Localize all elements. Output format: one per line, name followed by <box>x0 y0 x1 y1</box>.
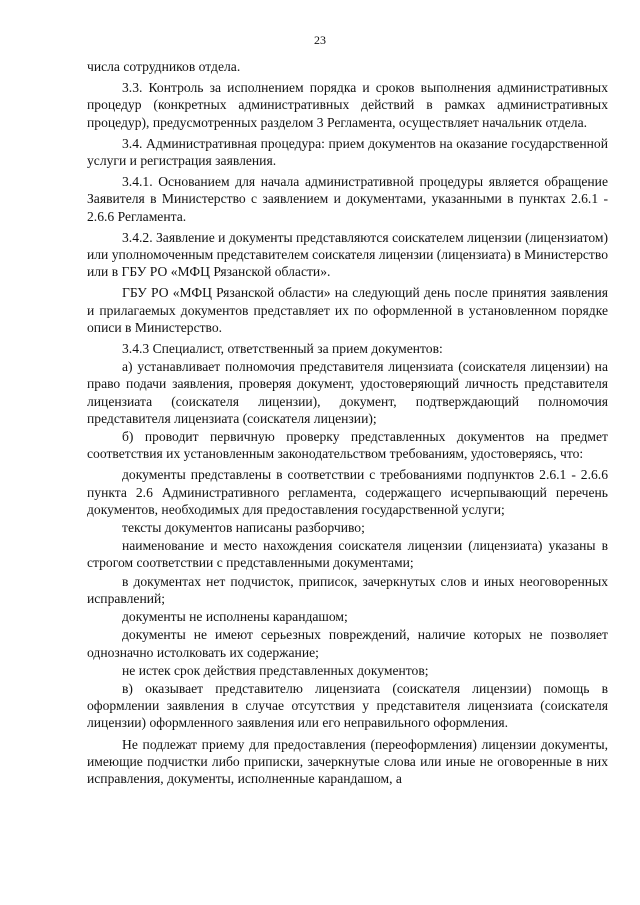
list-item-b: б) проводит первичную проверку представленных документов на предмет соответствия их установленным законодательством требованиям, удостоверяясь, что: <box>87 429 608 462</box>
document-body <box>87 58 608 787</box>
check-item-requirements: документы представлены в соответствии с требованиями подпунктов 2.6.1 - 2.6.6 пункта 2.6 Административного регламента, содержащего исчерпывающий перечень документов, необходимых для предоставления государственной услуги; <box>87 467 608 517</box>
paragraph-3-4-3: 3.4.3 Специалист, ответственный за прием документов: <box>122 341 443 357</box>
check-item-no-pencil: документы не исполнены карандашом; <box>122 609 348 625</box>
paragraph-mfc: ГБУ РО «МФЦ Рязанской области» на следующий день после принятия заявления и прилагаемых документов представляет их по оформленной в установленном порядке описи в Министерство. <box>87 285 608 335</box>
check-item-no-corrections: в документах нет подчисток, приписок, зачеркнутых слов и иных неоговоренных исправлений; <box>87 573 608 606</box>
paragraph-not-accepted: Не подлежат приему для предоставления (переоформления) лицензии документы, имеющие подчистки либо приписки, зачеркнутые слова или иные не оговоренные в них исправления, документы, исполненные карандашом, а <box>87 736 608 786</box>
check-item-name-location: наименование и место нахождения соискателя лицензии (лицензиата) указаны в строгом соответствии с представленными документами; <box>87 538 608 571</box>
check-item-no-damage: документы не имеют серьезных повреждений, наличие которых не позволяет однозначно истолковать их содержание; <box>87 627 608 660</box>
list-item-v: в) оказывает представителю лицензиата (соискателя лицензии) помощь в оформлении заявления в случае отсутствия у представителя лицензиата (соискателя лицензии) оформленного заявления или его неправильного оформления. <box>87 680 608 731</box>
paragraph-3-4: 3.4. Административная процедура: прием документов на оказание государственной услуги и регистрация заявления. <box>87 135 608 169</box>
paragraph-3-4-2: 3.4.2. Заявление и документы представляются соискателем лицензии (лицензиатом) или уполномоченным представителем соискателя лицензии (лицензиата) в Министерство или в ГБУ РО «МФЦ Рязанской области». <box>87 229 608 280</box>
list-item-a: а) устанавливает полномочия представителя лицензиата (соискателя лицензии) на право подачи заявления, проверяя документ, удостоверяющий личность представителя лицензиата (соискателя лицензии), документ, подтверждающий полномочия представителя лицензиата (соискателя лицензии); <box>87 359 608 426</box>
paragraph-3-3: 3.3. Контроль за исполнением порядка и сроков выполнения административных процедур (конкретных административных действий в рамках административных процедур), предусмотренных разделом 3 Регламента, осуществляет начальник отдела. <box>87 80 608 130</box>
paragraph-continuation: числа сотрудников отдела. <box>87 59 241 74</box>
page-number: 23 <box>314 33 326 47</box>
check-item-legible: тексты документов написаны разборчиво; <box>122 520 365 536</box>
paragraph-3-4-1: 3.4.1. Основанием для начала административной процедуры является обращение Заявителя в Министерство с заявлением и документами, указанными в пунктах 2.6.1 - 2.6.6 Регламента. <box>87 174 608 224</box>
check-item-not-expired: не истек срок действия представленных документов; <box>122 662 429 678</box>
